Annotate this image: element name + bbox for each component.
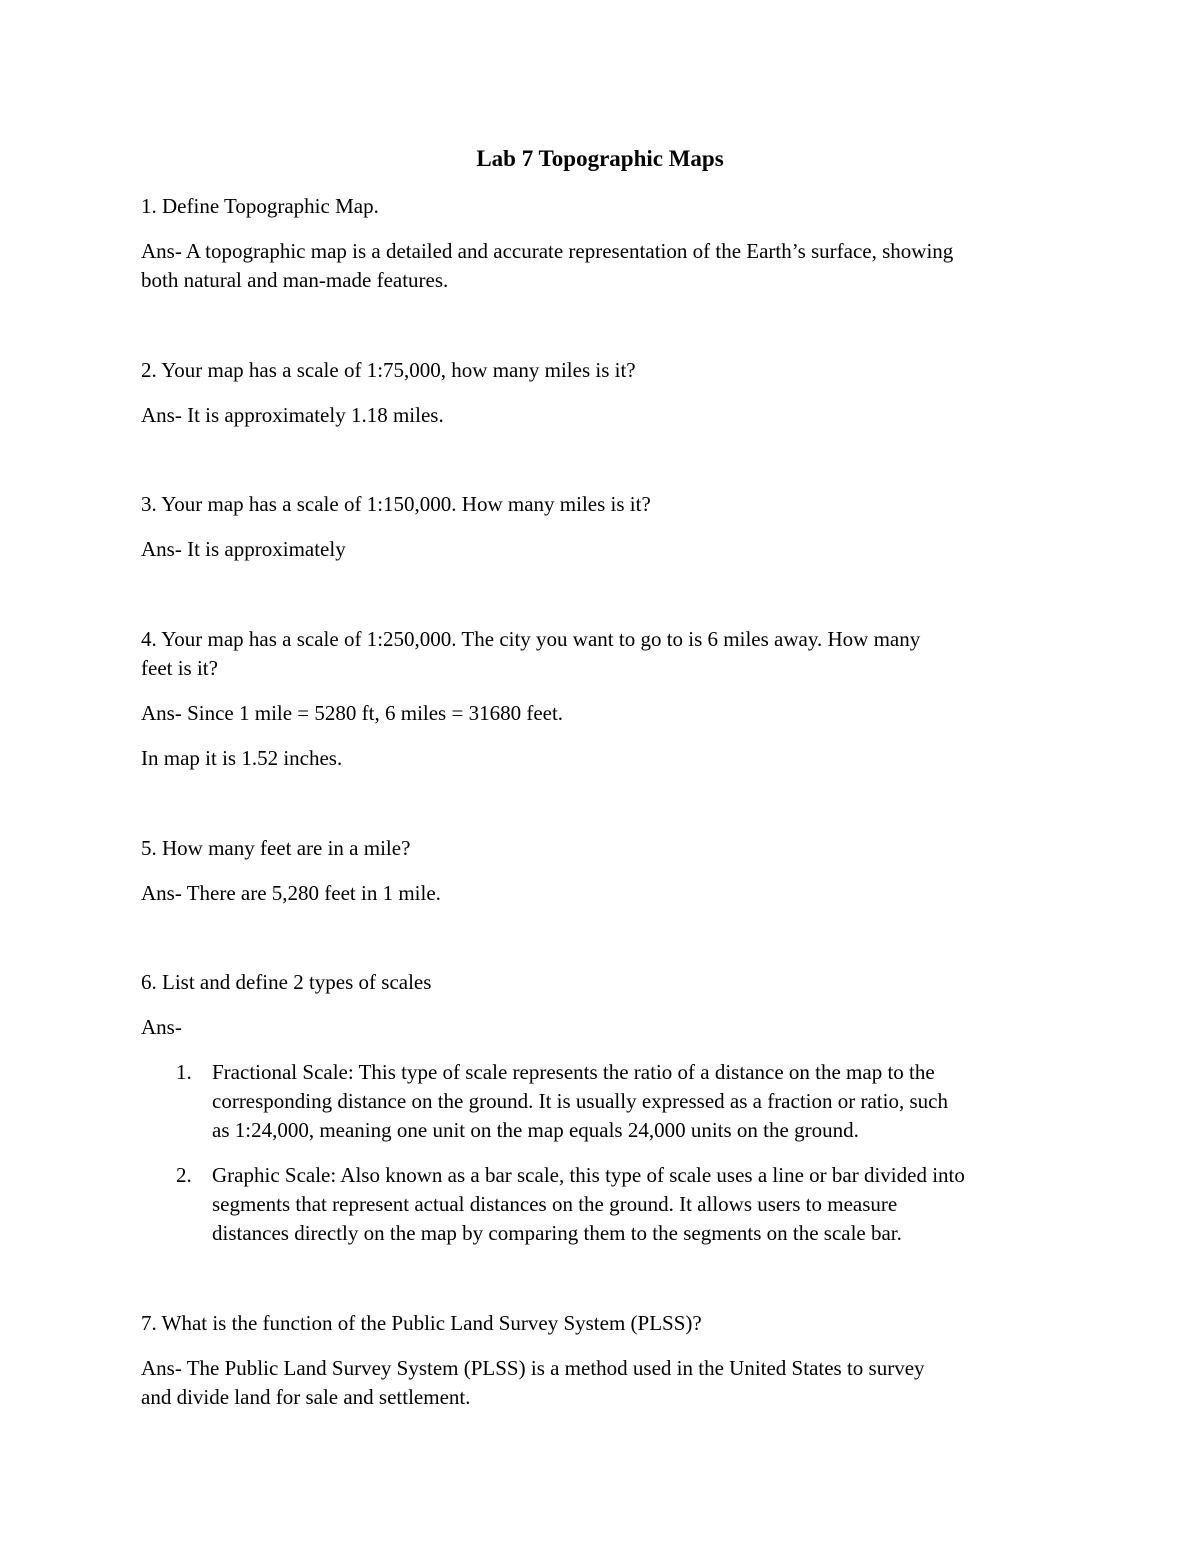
question-6: 6. List and define 2 types of scales [141, 970, 432, 994]
question-7: 7. What is the function of the Public Land Survey System (PLSS)? [141, 1311, 702, 1335]
question-1: 1. Define Topographic Map. [141, 194, 379, 218]
list-item-1-line-2: corresponding distance on the ground. It is usually expressed as a fraction or ratio, such [212, 1089, 948, 1113]
answer-7-line-2: and divide land for sale and settlement. [141, 1385, 471, 1409]
answer-6: Ans- [141, 1015, 182, 1039]
answer-4-line-2: In map it is 1.52 inches. [141, 746, 343, 770]
answer-2: Ans- It is approximately 1.18 miles. [141, 403, 444, 427]
page-title: Lab 7 Topographic Maps [476, 146, 724, 171]
answer-1-line-1: Ans- A topographic map is a detailed and accurate representation of the Earth’s surface, showing [141, 239, 954, 263]
list-item-2-line-3: distances directly on the map by comparing them to the segments on the scale bar. [212, 1221, 902, 1245]
answer-4-line-1: Ans- Since 1 mile = 5280 ft, 6 miles = 31680 feet. [141, 701, 564, 725]
list-item-number: 2. [176, 1163, 192, 1187]
list-item-1-line-3: as 1:24,000, meaning one unit on the map equals 24,000 units on the ground. [212, 1118, 859, 1142]
list-item-2-line-2: segments that represent actual distances on the ground. It allows users to measure [212, 1192, 898, 1216]
question-2: 2. Your map has a scale of 1:75,000, how many miles is it? [141, 358, 636, 382]
list-item-number: 1. [176, 1060, 192, 1084]
list-item-2-line-1: Graphic Scale: Also known as a bar scale, this type of scale uses a line or bar divided into [212, 1163, 965, 1187]
question-4-line-1: 4. Your map has a scale of 1:250,000. The city you want to go to is 6 miles away. How many [141, 627, 921, 651]
question-3: 3. Your map has a scale of 1:150,000. How many miles is it? [141, 492, 651, 516]
answer-1-line-2: both natural and man-made features. [141, 268, 449, 292]
answer-3: Ans- It is approximately [141, 537, 346, 561]
question-5: 5. How many feet are in a mile? [141, 836, 411, 860]
question-4-line-2: feet is it? [141, 656, 218, 680]
answer-5: Ans- There are 5,280 feet in 1 mile. [141, 881, 441, 905]
list-item-1-line-1: Fractional Scale: This type of scale represents the ratio of a distance on the map to the [212, 1060, 935, 1084]
answer-7-line-1: Ans- The Public Land Survey System (PLSS) is a method used in the United States to survey [141, 1356, 925, 1380]
